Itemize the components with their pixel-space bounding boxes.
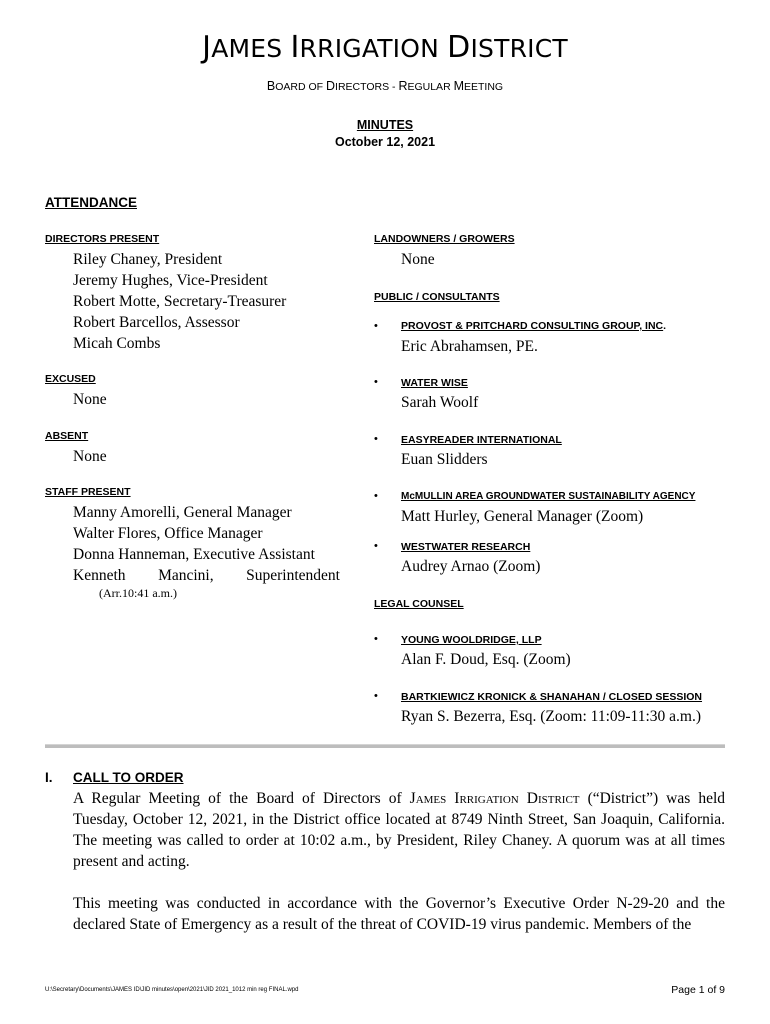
absent-label: ABSENT — [45, 430, 89, 442]
consultant-org: WATER WISE — [401, 377, 468, 389]
section-divider — [45, 744, 725, 748]
consultant-person: Eric Abrahamsen, PE. — [401, 338, 538, 355]
legal-org: BARTKIEWICZ KRONICK & SHANAHAN / CLOSED SESSION — [401, 691, 703, 703]
staff-name: Donna Hanneman, Executive Assistant — [73, 546, 315, 563]
consultant-person: Euan Slidders — [401, 451, 488, 468]
staff-name: Manny Amorelli, General Manager — [73, 504, 292, 521]
bullet-icon: • — [374, 490, 378, 502]
consultant-person: Audrey Arnao (Zoom) — [401, 558, 541, 575]
call-to-order-paragraph: A Regular Meeting of the Board of Directors of James Irrigation District (“District”) was held Tuesday, October 12, 2021, in the District office located at 8749 Ninth Street, San Joaquin, California. The meeting was called to order at 10:02 a.m., by President, Riley Chaney. A quorum was at all times present and acting. — [73, 790, 726, 870]
section-number: I. — [45, 770, 53, 785]
legal-person: Ryan S. Bezerra, Esq. (Zoom: 11:09-11:30 a.m.) — [401, 708, 701, 725]
excused-name: None — [73, 391, 107, 408]
public-consultants-label: PUBLIC / CONSULTANTS — [374, 291, 500, 303]
bullet-icon: • — [374, 540, 378, 552]
director-name: Robert Barcellos, Assessor — [73, 314, 240, 331]
consultant-org: WESTWATER RESEARCH — [401, 541, 531, 553]
legal-org: YOUNG WOOLDRIDGE, LLP — [401, 634, 542, 646]
consultant-org: McMULLIN AREA GROUNDWATER SUSTAINABILITY AGENCY — [401, 491, 696, 502]
director-name: Robert Motte, Secretary-Treasurer — [73, 293, 287, 310]
page-number: Page 1 of 9 — [671, 984, 725, 996]
bullet-icon: • — [374, 690, 378, 702]
footer-file-path: U:\Secretary\Documents\JAMES ID\JID minutes\open\2021\JID 2021_1012 min reg FINAL.wpd — [45, 987, 299, 993]
directors-present-list — [73, 249, 286, 354]
staff-present-list — [73, 502, 340, 586]
director-name: Micah Combs — [73, 335, 161, 352]
consultant-org: PROVOST & PRITCHARD CONSULTING GROUP, INC. — [401, 320, 667, 332]
document-title: JAMES IRRIGATION DISTRICT — [202, 30, 568, 65]
staff-present-label: STAFF PRESENT — [45, 486, 131, 498]
landowners-label: LANDOWNERS / GROWERS — [374, 233, 515, 245]
staff-name: Walter Flores, Office Manager — [73, 525, 263, 542]
arrival-note: (Arr.10:41 a.m.) — [99, 586, 177, 600]
landowners-name: None — [401, 251, 435, 268]
minutes-heading: MINUTES — [356, 118, 414, 132]
document-subtitle: BOARD OF DIRECTORS - REGULAR MEETING — [266, 79, 504, 93]
meeting-date: October 12, 2021 — [334, 135, 436, 149]
legal-counsel-label: LEGAL COUNSEL — [374, 598, 464, 610]
bullet-icon: • — [374, 633, 378, 645]
section-heading: CALL TO ORDER — [73, 770, 184, 785]
consultant-person: Matt Hurley, General Manager (Zoom) — [401, 508, 644, 525]
consultant-person: Sarah Woolf — [401, 394, 479, 411]
bullet-icon: • — [374, 376, 378, 388]
staff-name: Kenneth Mancini, Superintendent — [73, 567, 340, 584]
consultant-org: EASYREADER INTERNATIONAL — [401, 434, 562, 446]
excused-label: EXCUSED — [45, 373, 96, 385]
attendance-heading: ATTENDANCE — [45, 195, 137, 210]
director-name: Riley Chaney, President — [73, 251, 223, 268]
director-name: Jeremy Hughes, Vice-President — [73, 272, 268, 289]
absent-name: None — [73, 448, 107, 465]
bullet-icon: • — [374, 320, 378, 332]
legal-person: Alan F. Doud, Esq. (Zoom) — [401, 651, 571, 668]
executive-order-paragraph: This meeting was conducted in accordance with the Governor’s Executive Order N-29-20 and the declared State of Emergency as a result of the threat of COVID-19 virus pandemic. Members of the — [73, 895, 725, 933]
directors-present-label: DIRECTORS PRESENT — [45, 233, 160, 245]
bullet-icon: • — [374, 433, 378, 445]
